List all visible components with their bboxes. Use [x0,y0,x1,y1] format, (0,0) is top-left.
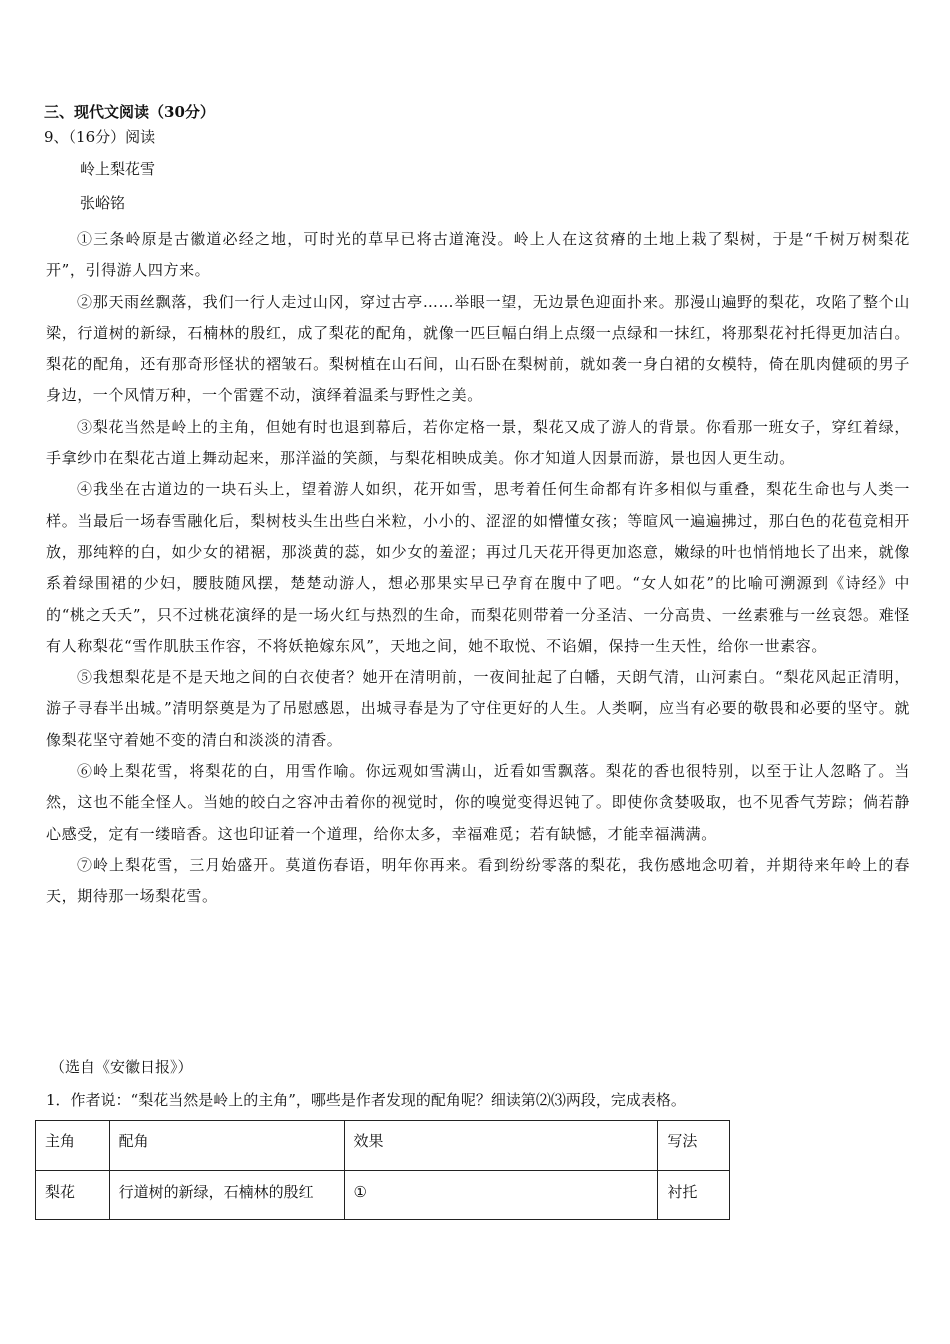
paragraph-3: ③梨花当然是岭上的主角，但她有时也退到幕后，若你定格一景，梨花又成了游人的背景。你看那一班女子，穿红着绿，手拿纱巾在梨花古道上舞动起来，那洋溢的笑颜，与梨花相映成美。你才知道人因景而游，景也因人更生动。 [46,417,910,468]
sub-question-1: 1．作者说：“梨花当然是岭上的主角”，哪些是作者发现的配角呢？细读第⑵⑶两段，完成表格。 [46,1091,686,1109]
cell-supporting: 行道树的新绿，石楠林的殷红 [109,1171,344,1220]
cell-protagonist: 梨花 [36,1171,110,1220]
article-body [46,224,910,913]
paragraph-1: ①三条岭原是古徽道必经之地，可时光的草早已将古道淹没。岭上人在这贫瘠的土地上栽了梨树，于是“千树万树梨花开”，引得游人四方来。 [46,230,910,280]
table-row [36,1171,730,1220]
paragraph-2: ②那天雨丝飘落，我们一行人走过山冈，穿过古亭……举眼一望，无边景色迎面扑来。那漫山遍野的梨花，攻陷了整个山梁，行道树的新绿，石楠林的殷红，成了梨花的配角，就像一匹巨幅白绢上点缀一点绿和一抹红，将那梨花衬托得更加洁白。梨花的配角，还有那奇形怪状的褶皱石。梨树植在山石间，山石卧在梨树前，就如袭一身白裙的女模特，倚在肌肉健硕的男子身边，一个风情万种，一个雷霆不动，演绎着温柔与野性之美。 [46,292,910,405]
cell-effect-answer[interactable]: ① [344,1171,658,1220]
paragraph-4: ④我坐在古道边的一块石头上，望着游人如织，花开如雪，思考着任何生命都有许多相似与重叠，梨花生命也与人类一样。当最后一场春雪融化后，梨树枝头生出些白米粒，小小的、涩涩的如懵懂女孩；等暄风一遍遍拂过，那白色的花苞竞相开放，那纯粹的白，如少女的裙裾，那淡黄的蕊，如少女的羞涩；再过几天花开得更加恣意，嫩绿的叶也悄悄地长了出来，就像系着绿围裙的少妇，腰肢随风摆，楚楚动游人，想必那果实早已孕育在腹中了吧。“女人如花”的比喻可溯源到《诗经》中的“桃之夭夭”，只不过桃花演绎的是一场火红与热烈的生命，而梨花则带着一分圣洁、一分高贵、一丝素雅与一丝哀怨。难怪有人称梨花“雪作肌肤玉作容，不将妖艳嫁东风”，天地之间，她不取悦、不谄媚，保持一生天性，给你一世素容。 [46,480,910,655]
paragraph-5: ⑤我想梨花是不是天地之间的白衣使者？她开在清明前，一夜间扯起了白幡，天朗气清，山河素白。“梨花风起正清明，游子寻春半出城。”清明祭奠是为了吊慰感恩，出城寻春是为了守住更好的人生。人类啊，应当有必要的敬畏和必要的坚守。就像梨花坚守着她不变的清白和淡淡的清香。 [46,668,910,749]
section-heading: 三、现代文阅读（30分） [44,103,215,121]
cell-technique: 衬托 [658,1171,730,1220]
paragraph-7: ⑦岭上梨花雪，三月始盛开。莫道伤春语，明年你再来。看到纷纷零落的梨花，我伤感地念叨着，并期待来年岭上的春天，期待那一场梨花雪。 [46,855,910,906]
article-title: 岭上梨花雪 [80,160,156,178]
table-header-row [36,1121,730,1171]
answer-table [35,1120,730,1220]
header-cell-technique: 写法 [658,1121,730,1171]
question-number-line: 9、（16分）阅读 [44,128,156,146]
paragraph-6: ⑥岭上梨花雪，将梨花的白，用雪作喻。你远观如雪满山，近看如雪飘落。梨花的香也很特别，以至于让人忽略了。当然，这也不能全怪人。当她的皎白之容冲击着你的视觉时，你的嗅觉变得迟钝了。即使你贪婪吸取，也不见香气芳踪；倘若静心感受，定有一缕暗香。这也印证着一个道理，给你太多，幸福难觅；若有缺憾，才能幸福满满。 [46,762,910,843]
article-source: （选自《安徽日报》） [50,1058,193,1076]
header-cell-supporting: 配角 [109,1121,344,1171]
article-author: 张峪铭 [80,194,126,212]
header-cell-effect: 效果 [344,1121,658,1171]
header-cell-protagonist: 主角 [36,1121,110,1171]
